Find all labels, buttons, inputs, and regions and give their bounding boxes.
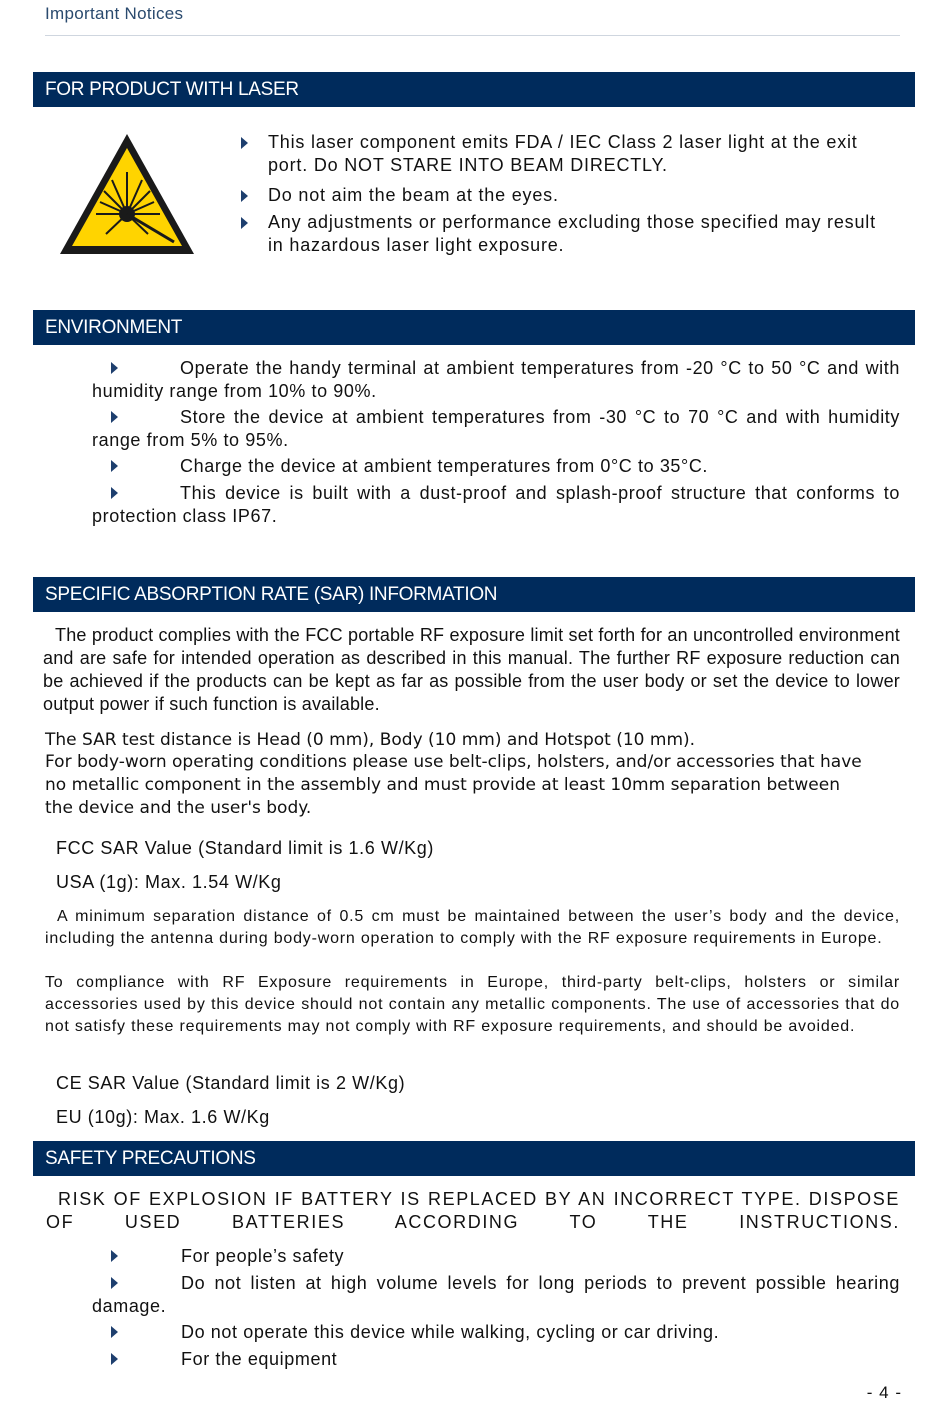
safety-bullet-4: For the equipment bbox=[181, 1349, 338, 1369]
page-number: - 4 - bbox=[866, 1383, 902, 1402]
section-heading-environment: ENVIRONMENT bbox=[33, 310, 915, 345]
fcc-sar-value: FCC SAR Value (Standard limit is 1.6 W/Kg) bbox=[56, 838, 434, 858]
environment-bullet-2: Store the device at ambient temperatures from -30 °C to 70 °C and with humidity range from 5% to 95%. bbox=[92, 407, 900, 450]
page-header bbox=[45, 4, 900, 36]
eu-sar-value: EU (10g): Max. 1.6 W/Kg bbox=[56, 1107, 270, 1127]
safety-bullet-3: Do not operate this device while walking, cycling or car driving. bbox=[181, 1322, 720, 1342]
safety-bullet-1: For people’s safety bbox=[181, 1246, 345, 1266]
sar-intro: The product complies with the FCC portable RF exposure limit set forth for an uncontrolled environment and are safe for intended operation as described in this manual. The further RF exposure reduction can be achieved if the products can be kept as far as possible from the user body or set the device to lower output power if such function is available. bbox=[43, 625, 900, 714]
sar-distance: The SAR test distance is Head (0 mm), Body (10 mm) and Hotspot (10 mm). bbox=[45, 730, 696, 750]
environment-bullet-3: Charge the device at ambient temperatures from 0°C to 35°C. bbox=[180, 456, 709, 476]
laser-bullet-3: Any adjustments or performance excluding those specified may result in hazardous laser light exposure. bbox=[268, 212, 876, 255]
eu-separation-text: A minimum separation distance of 0.5 cm must be maintained between the user’s body and the device, including the antenna during body-worn operation to comply with the RF exposure requirements in Europe. bbox=[45, 908, 900, 947]
bullet-arrow-icon bbox=[241, 217, 248, 229]
safety-bullet-2: Do not listen at high volume levels for long periods to prevent possible hearing damage. bbox=[92, 1273, 900, 1316]
bullet-arrow-icon bbox=[241, 137, 248, 149]
bullet-arrow-icon bbox=[241, 190, 248, 202]
section-heading-safety: SAFETY PRECAUTIONS bbox=[33, 1141, 915, 1176]
laser-bullet-2: Do not aim the beam at the eyes. bbox=[268, 185, 559, 205]
battery-warning: RISK OF EXPLOSION IF BATTERY IS REPLACED BY AN INCORRECT TYPE. DISPOSE OF USED BATTERIES ACCORDING TO THE INSTRUCTIONS. bbox=[46, 1189, 900, 1232]
section-heading-sar: SPECIFIC ABSORPTION RATE (SAR) INFORMATION bbox=[33, 577, 915, 612]
eu-accessories-text: To compliance with RF Exposure requirements in Europe, third-party belt-clips, holsters or similar accessories used by this device should not contain any metallic components. The use of accessories that do not satisfy these requirements may not comply with RF exposure requirements, and should be avoided. bbox=[45, 974, 900, 1035]
usa-sar-value: USA (1g): Max. 1.54 W/Kg bbox=[56, 872, 282, 892]
laser-warning-icon bbox=[56, 130, 198, 260]
sar-body-worn: For body-worn operating conditions please use belt-clips, holsters, and/or accessories that have no metallic component in the assembly and must provide at least 10mm separation between the device and the user's body. bbox=[45, 752, 862, 818]
header-title: Important Notices bbox=[45, 4, 184, 23]
laser-bullet-1: This laser component emits FDA / IEC Class 2 laser light at the exit port. Do NOT STARE INTO BEAM DIRECTLY. bbox=[268, 132, 858, 175]
environment-bullet-4: This device is built with a dust-proof and splash-proof structure that conforms to protection class IP67. bbox=[92, 483, 900, 526]
ce-sar-value: CE SAR Value (Standard limit is 2 W/Kg) bbox=[56, 1073, 406, 1093]
environment-bullet-1: Operate the handy terminal at ambient temperatures from -20 °C to 50 °C and with humidity range from 10% to 90%. bbox=[92, 358, 900, 401]
section-heading-laser: FOR PRODUCT WITH LASER bbox=[33, 72, 915, 107]
